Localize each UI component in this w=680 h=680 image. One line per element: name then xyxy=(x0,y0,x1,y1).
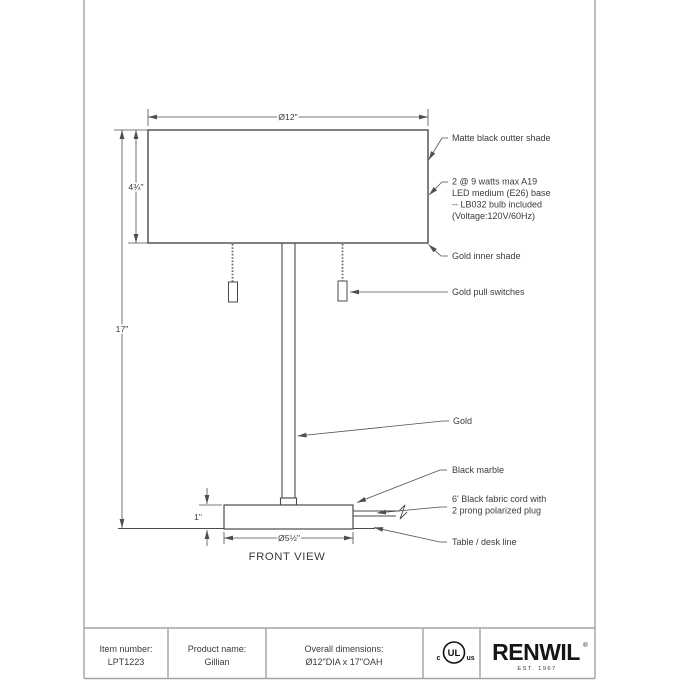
leader-bulb xyxy=(429,182,448,195)
lamp-drawing xyxy=(115,130,428,529)
ul-certification-logo xyxy=(437,642,475,663)
product-name-value: Gillian xyxy=(204,657,230,667)
sheet-frame xyxy=(84,0,595,679)
callout-cord-line2: 2 prong polarized plug xyxy=(452,505,542,516)
dim-base-height-text: 1" xyxy=(194,512,202,522)
dim-shade-diameter-text: Ø12" xyxy=(278,112,298,122)
leader-cord xyxy=(377,507,447,513)
callout-cord-line1: 6' Black fabric cord with xyxy=(452,494,547,504)
callout-base: Black marble xyxy=(452,465,505,475)
leader-inner-shade xyxy=(429,245,449,257)
callout-outer-shade: Matte black outter shade xyxy=(452,133,551,143)
lamp-shade xyxy=(148,130,428,243)
dim-overall-height-text: 17" xyxy=(115,324,129,334)
callout-inner-shade: Gold inner shade xyxy=(452,251,521,261)
callout-bulb-line2: LED medium (E26) base xyxy=(452,188,551,198)
dim-base-diameter-text: Ø5½" xyxy=(278,533,300,543)
pull-switch-right xyxy=(338,281,347,301)
leader-table-line xyxy=(374,528,447,543)
cord-break-symbol xyxy=(399,505,407,519)
ul-mark-text: UL xyxy=(447,648,461,659)
ul-us-text: us xyxy=(466,655,475,662)
callout-stem: Gold xyxy=(453,416,473,426)
callout-labels xyxy=(452,133,551,547)
product-name-label: Product name: xyxy=(187,644,247,654)
leader-base xyxy=(357,470,447,503)
leader-stem xyxy=(298,421,450,436)
renwil-registered-mark: ® xyxy=(583,642,588,649)
overall-dimensions-value: Ø12"DIA x 17"OAH xyxy=(305,657,383,667)
dim-shade-height-text: 4¾" xyxy=(128,182,144,192)
lamp-stem xyxy=(282,243,295,498)
renwil-logo xyxy=(492,639,588,672)
ul-c-text: c xyxy=(436,655,441,662)
marble-base xyxy=(224,505,353,529)
callout-bulb-line3: -- LB032 bulb included xyxy=(452,199,543,210)
callout-table-line: Table / desk line xyxy=(452,537,517,547)
leader-outer-shade xyxy=(429,138,449,160)
title-block xyxy=(99,639,588,672)
front-view-label: FRONT VIEW xyxy=(248,551,326,563)
renwil-brand-text: RENWIL xyxy=(492,639,580,665)
callout-bulb-line1: 2 @ 9 watts max A19 xyxy=(452,176,538,187)
pull-switch-left xyxy=(229,282,238,302)
overall-dimensions-label: Overall dimensions: xyxy=(304,644,384,654)
stem-collar xyxy=(281,498,297,505)
callout-bulb-line4: (Voltage:120V/60Hz) xyxy=(452,211,536,221)
callout-pull-switches: Gold pull switches xyxy=(452,287,525,297)
item-number-value: LPT1223 xyxy=(107,657,145,667)
item-number-label: Item number: xyxy=(99,644,153,654)
renwil-est-text: EST. 1967 xyxy=(517,666,557,672)
